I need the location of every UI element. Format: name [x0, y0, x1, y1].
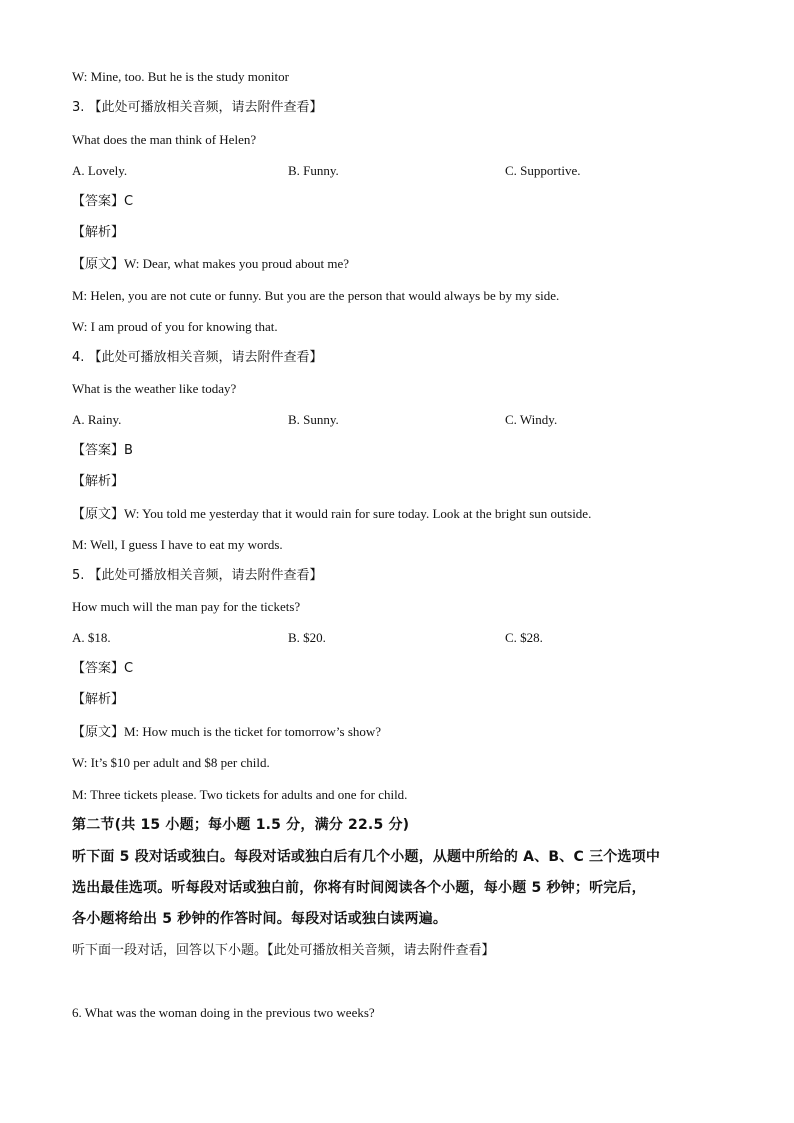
q5-transcript-3: M: Three tickets please. Two tickets for adults and one for child. [72, 787, 408, 802]
q3-option-a: A. Lovely. [72, 163, 128, 178]
q3-option-b: B. Funny. [288, 163, 339, 178]
transcript-line: W: Mine, too. But he is the study monitor [72, 69, 289, 84]
question-3-header: 3. 【此处可播放相关音频，请去附件查看】 [72, 100, 323, 115]
question-4-header: 4. 【此处可播放相关音频，请去附件查看】 [72, 350, 323, 365]
q5-analysis-label: 【解析】 [72, 692, 125, 707]
q3-analysis-label: 【解析】 [72, 225, 125, 240]
q5-transcript-2: W: It’s $10 per adult and $8 per child. [72, 755, 270, 770]
section-2-instruction-2: 选出最佳选项。听每段对话或独白前，你将有时间阅读各个小题，每小题 5 秒钟；听完后， [72, 880, 646, 896]
section-2-title: 第二节(共 15 小题；每小题 1.5 分，满分 22.5 分) [72, 817, 410, 833]
q4-analysis-label: 【解析】 [72, 474, 125, 489]
question-5-text: How much will the man pay for the tickets? [72, 599, 301, 614]
question-4-text: What is the weather like today? [72, 381, 237, 396]
q4-transcript-1: 【原文】W: You told me yesterday that it would rain for sure today. Look at the bright sun outside. [72, 506, 592, 521]
q5-option-a: A. $18. [72, 630, 111, 645]
q5-option-b: B. $20. [288, 630, 326, 645]
q4-transcript-2: M: Well, I guess I have to eat my words. [72, 537, 283, 552]
q3-transcript-2: M: Helen, you are not cute or funny. But you are the person that would always be by my side. [72, 288, 560, 303]
q3-option-c: C. Supportive. [505, 163, 581, 178]
q4-answer: 【答案】B [72, 443, 133, 458]
question-3-text: What does the man think of Helen? [72, 132, 257, 147]
q4-option-b: B. Sunny. [288, 412, 339, 427]
q5-answer: 【答案】C [72, 661, 134, 676]
question-6-text: 6. What was the woman doing in the previous two weeks? [72, 1005, 375, 1020]
q3-transcript-1: 【原文】W: Dear, what makes you proud about me? [72, 256, 349, 271]
q4-option-a: A. Rainy. [72, 412, 122, 427]
q5-transcript-1: 【原文】M: How much is the ticket for tomorrow’s show? [72, 724, 382, 739]
q5-option-c: C. $28. [505, 630, 543, 645]
question-5-header: 5. 【此处可播放相关音频，请去附件查看】 [72, 568, 323, 583]
section-2-instruction-1: 听下面 5 段对话或独白。每段对话或独白后有几个小题，从题中所给的 A、B、C 三个选项中 [72, 849, 661, 865]
section-2-audio-note: 听下面一段对话，回答以下小题。【此处可播放相关音频，请去附件查看】 [72, 943, 495, 958]
q4-option-c: C. Windy. [505, 412, 558, 427]
q3-transcript-3: W: I am proud of you for knowing that. [72, 319, 278, 334]
q3-answer: 【答案】C [72, 194, 134, 209]
section-2-instruction-3: 各小题将给出 5 秒钟的作答时间。每段对话或独白读两遍。 [72, 911, 448, 927]
